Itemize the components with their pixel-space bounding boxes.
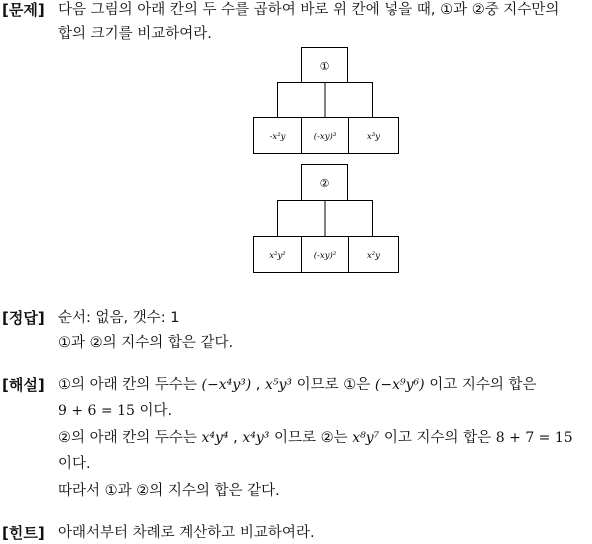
diagram-2-cell-2: (-xy)² — [313, 251, 337, 261]
explanation-text-3 — [58, 428, 573, 448]
diagram-1-cell-2: (-xy)³ — [313, 132, 337, 142]
diagram-1-svg — [253, 47, 399, 155]
text-segment: 이므로 ①은 — [292, 377, 375, 393]
math-expression: x⁵y³ — [265, 377, 293, 393]
math-expression: 9 + 6 = 15 — [58, 403, 135, 419]
math-expression: x⁸y⁷ — [352, 430, 380, 446]
diagram-2-svg — [253, 164, 399, 274]
text-segment: , — [228, 430, 243, 446]
math-expression: (−x⁹y⁶) — [374, 377, 425, 393]
text-segment: 이고 지수의 합은 — [379, 430, 496, 446]
text-segment: ①의 아래 칸의 두수는 — [58, 377, 202, 393]
answer-text-2: ①과 ②의 지수의 합은 같다. — [58, 335, 234, 351]
diagram-2-cell-3: x²y — [366, 251, 381, 261]
problem-text-2: 합의 크기를 비교하여라. — [58, 26, 212, 42]
text-segment: , — [251, 377, 266, 393]
diagram-1-cell-3: x³y — [366, 132, 381, 142]
problem-tag: [문제] — [2, 1, 45, 19]
text-segment: 이다. — [134, 403, 173, 419]
math-expression: x⁴y³ — [242, 430, 270, 446]
explanation-text-5: 따라서 ①과 ②의 지수의 합은 같다. — [58, 483, 280, 499]
explanation-text-1 — [58, 375, 536, 395]
problem-text-1: 다음 그림의 아래 칸의 두 수를 곱하여 바로 위 칸에 넣을 때, ①과 ②중 지수만의 — [58, 2, 560, 18]
text-segment: 이므로 ②는 — [269, 430, 353, 446]
explanation-tag: [해설] — [2, 376, 45, 394]
answer-tag: [정답] — [2, 309, 45, 327]
diagram-1 — [253, 47, 399, 159]
hint-tag: [힌트] — [2, 524, 45, 542]
diagram-2 — [253, 164, 399, 278]
text-segment: 이고 지수의 합은 — [424, 377, 537, 393]
explanation-text-4: 이다. — [58, 456, 91, 472]
math-expression: (−x⁴y³) — [201, 377, 252, 393]
diagram-2-top: ② — [319, 177, 330, 190]
answer-text-1: 순서: 없음, 갯수: 1 — [58, 310, 180, 326]
diagram-1-top: ① — [319, 60, 330, 73]
math-expression: 8 + 7 = 15 — [495, 430, 573, 446]
math-expression: x⁴y⁴ — [201, 430, 229, 446]
diagram-1-cell-1: -x²y — [269, 132, 286, 142]
explanation-text-2 — [58, 401, 172, 421]
hint-text: 아래서부터 차례로 계산하고 비교하여라. — [58, 525, 315, 541]
diagram-2-cell-1: x²y² — [269, 251, 286, 261]
text-segment: ②의 아래 칸의 두수는 — [58, 430, 202, 446]
